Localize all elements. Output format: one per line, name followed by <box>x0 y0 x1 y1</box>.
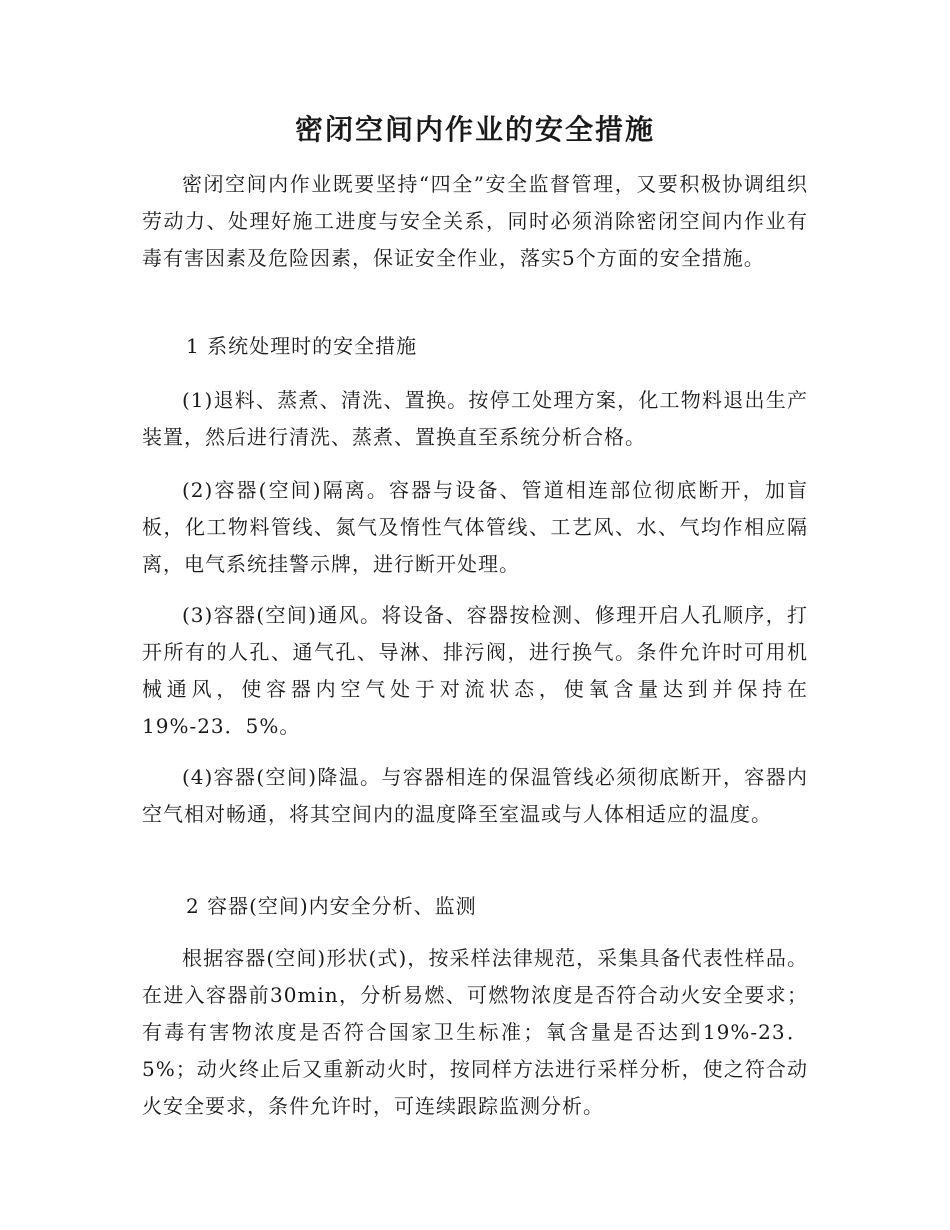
intro-paragraph: 密闭空间内作业既要坚持“四全”安全监督管理，又要积极协调组织劳动力、处理好施工进度与安全关系，同时必须消除密闭空间内作业有毒有害因素及危险因素，保证安全作业，落实5个方面的安全措施。 <box>142 172 808 270</box>
section-heading-1: 1 系统处理时的安全措施 <box>186 334 418 358</box>
section-1-paragraph-3: (3)容器(空间)通风。将设备、容器按检测、修理开启人孔顺序，打开所有的人孔、通气孔、导淋、排污阀，进行换气。条件允许时可用机械通风，使容器内空气处于对流状态，使氧含量达到并保持在19%-23．5%。 <box>142 603 808 738</box>
section-1-paragraph-4: (4)容器(空间)降温。与容器相连的保温管线必须彻底断开，容器内空气相对畅通，将其空间内的温度降至室温或与人体相适应的温度。 <box>142 765 808 826</box>
section-1-paragraph-2: (2)容器(空间)隔离。容器与设备、管道相连部位彻底断开，加盲板，化工物料管线、氮气及惰性气体管线、工艺风、水、气均作相应隔离，电气系统挂警示牌，进行断开处理。 <box>142 478 808 576</box>
document-title: 密闭空间内作业的安全措施 <box>294 113 655 146</box>
section-1-paragraph-1: (1)退料、蒸煮、清洗、置换。按停工处理方案，化工物料退出生产装置，然后进行清洗、蒸煮、置换直至系统分析合格。 <box>142 388 808 449</box>
section-2-paragraph-1: 根据容器(空间)形状(式)，按采样法律规范，采集具备代表性样品。在进入容器前30min，分析易燃、可燃物浓度是否符合动火安全要求；有毒有害物浓度是否符合国家卫生标准；氧含量是否达到19%-23．5%；动火终止后又重新动火时，按同样方法进行采样分析，使之符合动火安全要求，条件允许时，可连续跟踪监测分析。 <box>142 946 808 1118</box>
section-heading-2: 2 容器(空间)内安全分析、监测 <box>186 894 477 918</box>
